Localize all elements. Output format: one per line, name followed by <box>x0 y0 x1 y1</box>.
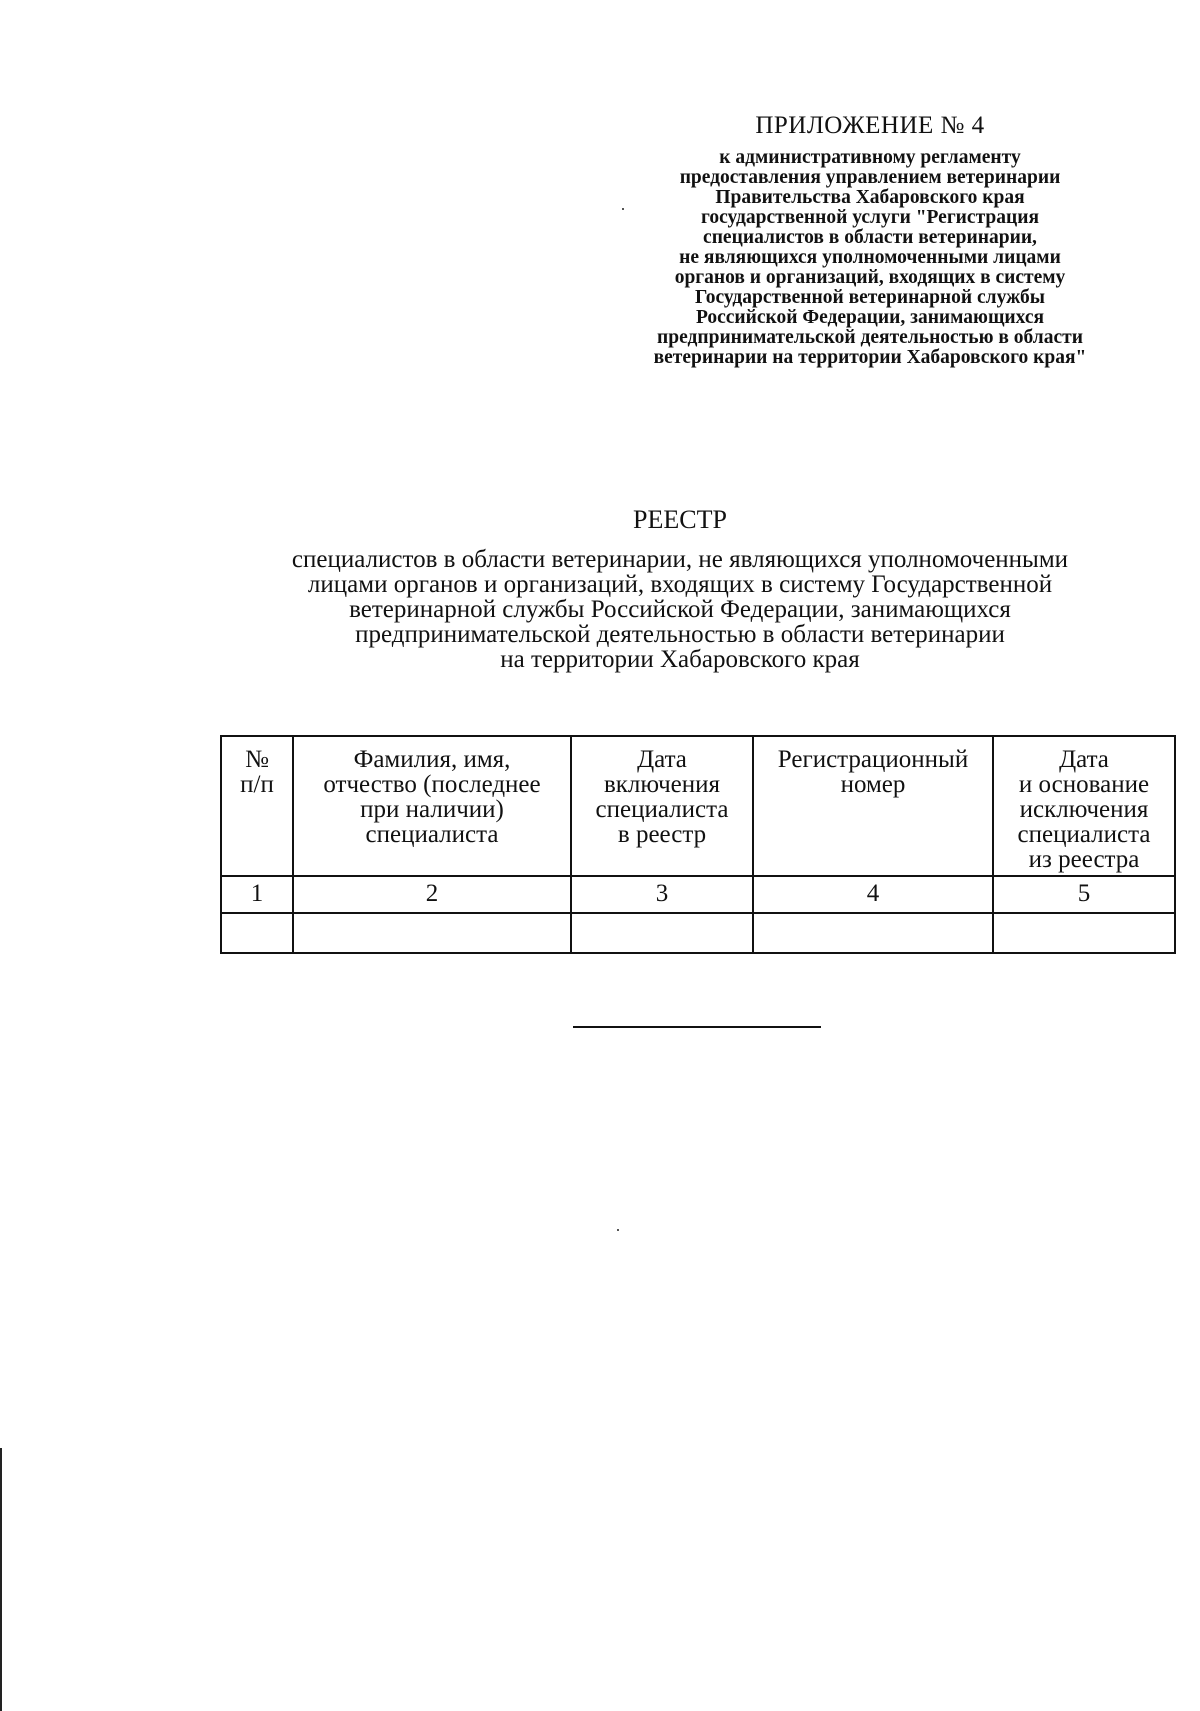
header-cell-full-name <box>293 736 571 876</box>
empty-cell <box>293 913 571 953</box>
header-cell-exclusion <box>993 736 1175 876</box>
registry-subtitle-line: предпринимательской деятельностью в области ветеринарии <box>355 621 1005 648</box>
header-cell-number <box>221 736 293 876</box>
appendix-block <box>600 112 1140 368</box>
header-line: исключения <box>1019 796 1149 823</box>
column-number-cell: 3 <box>571 876 753 913</box>
scan-edge-line <box>0 1448 2 1711</box>
header-line: Дата <box>1059 746 1109 773</box>
empty-cell <box>571 913 753 953</box>
header-line: включения <box>603 771 721 798</box>
header-line: Фамилия, имя, <box>353 746 511 773</box>
appendix-line: не являющихся уполномоченными лицами <box>679 247 1061 268</box>
column-number-cell: 1 <box>221 876 293 913</box>
scan-speck <box>622 208 624 210</box>
header-line: Регистрационный <box>777 746 969 773</box>
header-line: и основание <box>1018 771 1150 798</box>
appendix-line: государственной услуги "Регистрация <box>700 207 1040 228</box>
header-line: Дата <box>637 746 687 773</box>
registry-subtitle-line: специалистов в области ветеринарии, не являющихся уполномоченными <box>291 546 1069 573</box>
header-cell-inclusion-date <box>571 736 753 876</box>
appendix-line: Правительства Хабаровского края <box>715 187 1025 208</box>
appendix-line: ветеринарии на территории Хабаровского края" <box>653 347 1087 368</box>
table-header-row <box>221 736 1175 876</box>
closing-separator-line <box>573 1026 821 1028</box>
appendix-line: предпринимательской деятельностью в области <box>657 327 1083 348</box>
registry-table <box>220 735 1176 954</box>
header-line: специалиста <box>365 821 499 848</box>
appendix-line: Российской Федерации, занимающихся <box>695 307 1045 328</box>
header-line: специалиста <box>1017 821 1151 848</box>
table-column-numbers-row <box>221 876 1175 913</box>
appendix-line: предоставления управлением ветеринарии <box>679 167 1061 188</box>
header-line: в реестр <box>617 821 707 848</box>
empty-cell <box>753 913 993 953</box>
registry-title: РЕЕСТР <box>633 505 727 534</box>
column-number-cell: 2 <box>293 876 571 913</box>
header-line: специалиста <box>595 796 729 823</box>
header-line: п/п <box>240 771 274 798</box>
column-number-cell: 5 <box>993 876 1175 913</box>
appendix-line: органов и организаций, входящих в систему <box>674 267 1066 288</box>
appendix-line: специалистов в области ветеринарии, <box>703 227 1037 248</box>
appendix-line: к административному регламенту <box>719 147 1021 168</box>
header-line: номер <box>840 771 906 798</box>
empty-cell <box>993 913 1175 953</box>
appendix-line: Государственной ветеринарной службы <box>695 287 1045 308</box>
empty-cell <box>221 913 293 953</box>
header-cell-registration-number <box>753 736 993 876</box>
header-line: № <box>245 746 269 773</box>
appendix-title: ПРИЛОЖЕНИЕ № 4 <box>755 112 985 139</box>
column-number-cell: 4 <box>753 876 993 913</box>
registry-subtitle-line: на территории Хабаровского края <box>500 646 860 673</box>
registry-heading <box>200 505 1160 672</box>
header-line: из реестра <box>1028 846 1140 873</box>
table-empty-row <box>221 913 1175 953</box>
header-line: отчество (последнее <box>323 771 541 798</box>
header-line: при наличии) <box>360 796 504 823</box>
registry-subtitle-line: ветеринарной службы Российской Федерации, занимающихся <box>349 596 1011 623</box>
scan-speck <box>617 1229 619 1231</box>
registry-subtitle-line: лицами органов и организаций, входящих в систему Государственной <box>307 571 1053 598</box>
